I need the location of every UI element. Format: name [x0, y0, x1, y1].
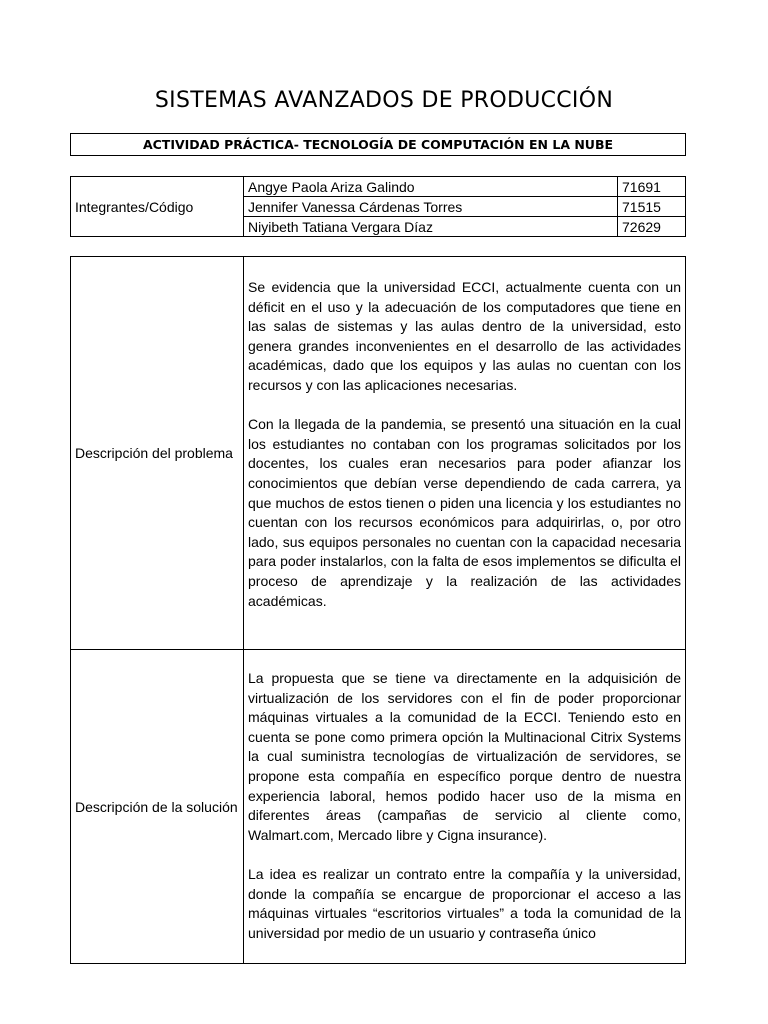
solution-paragraph-1: La propuesta que se tiene va directamente en la adquisición de virtualización de los servidores con el fin de poder proporcionar máquinas virtuales a la comunidad de la ECCI. Teniendo esto en cuenta se pone como primera opción la Multinacional Citrix Systems la cual suministra tecnologías de virtualización de servidores, se propone esta compañía en específico porque dentro de nuestra experiencia laboral, hemos podido hacer uso de la misma en diferentes áreas (campañas de servicio al cliente como, Walmart.com, Mercado libre y Cigna insurance). [248, 670, 681, 843]
member-code: 71515 [618, 197, 686, 217]
description-table [70, 256, 686, 964]
problem-label: Descripción del problema [71, 257, 244, 650]
solution-row [71, 650, 686, 964]
member-name: Angye Paola Ariza Galindo [244, 177, 618, 197]
solution-paragraph-2: La idea es realizar un contrato entre la compañía y la universidad, donde la compañía se encargue de proporcionar el acceso a las máquinas virtuales “escritorios virtuales” a toda la comunidad de la universidad por medio de un usuario y contraseña único [248, 865, 681, 941]
activity-subtitle: ACTIVIDAD PRÁCTICA- TECNOLOGÍA DE COMPUTACIÓN EN LA NUBE [70, 133, 686, 156]
members-table [70, 176, 686, 237]
problem-content [244, 257, 686, 650]
problem-row [71, 257, 686, 650]
members-label: Integrantes/Código [71, 177, 244, 237]
member-name: Niyibeth Tatiana Vergara Díaz [244, 217, 618, 237]
problem-paragraph-2: Con la llegada de la pandemia, se presentó una situación en la cual los estudiantes no contaban con los programas solicitados por los docentes, los cuales eran necesarios para poder afianzar los conocimientos que debían verse dependiendo de cada carrera, ya que muchos de estos tienen o piden una licencia y los estudiantes no cuentan con los recursos económicos para adquirirlas, o, por otro lado, sus equipos personales no cuentan con la capacidad necesaria para poder instalarlos, con la falta de esos implementos se dificulta el proceso de aprendizaje y la realización de las actividades académicas. [248, 416, 681, 609]
document-title: SISTEMAS AVANZADOS DE PRODUCCIÓN [154, 88, 614, 113]
member-code: 72629 [618, 217, 686, 237]
solution-content [244, 650, 686, 964]
problem-paragraph-1: Se evidencia que la universidad ECCI, actualmente cuenta con un déficit en el uso y la adecuación de los computadores que tiene en las salas de sistemas y las aulas dentro de la universidad, esto genera grandes inconvenientes en el desarrollo de las actividades académicas, dado que los equipos y las aulas no cuentan con los recursos y con las aplicaciones necesarias. [248, 279, 681, 393]
member-code: 71691 [618, 177, 686, 197]
member-name: Jennifer Vanessa Cárdenas Torres [244, 197, 618, 217]
solution-label: Descripción de la solución [71, 650, 244, 964]
table-row [71, 177, 686, 197]
